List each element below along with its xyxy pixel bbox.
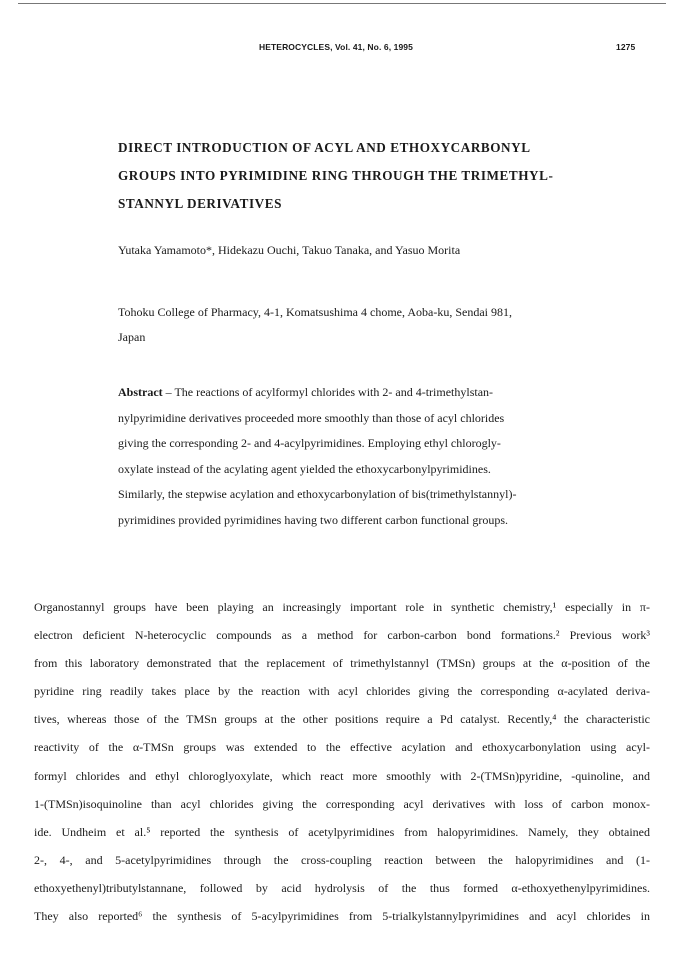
journal-citation: HETEROCYCLES, Vol. 41, No. 6, 1995 <box>259 42 413 52</box>
page-number: 1275 <box>616 42 636 52</box>
body-line: from this laboratory demonstrated that the replacement of trimethylstannyl (TMSn) groups at the α-position of the <box>34 656 650 671</box>
author-list: Yutaka Yamamoto*, Hidekazu Ouchi, Takuo Tanaka, and Yasuo Morita <box>118 243 461 257</box>
abstract-line: nylpyrimidine derivatives proceeded more smoothly than those of acyl chlorides <box>118 410 505 425</box>
body-line: 1-(TMSn)isoquinoline than acyl chlorides giving the corresponding acyl derivatives with loss of carbon monox- <box>34 796 650 811</box>
body-line: ide. Undheim et al.⁵ reported the synthesis of acetylpyrimidines from halopyrimidines. Namely, they obtained <box>34 824 650 839</box>
abstract-line <box>118 380 588 406</box>
title-line: STANNYL DERIVATIVES <box>118 196 282 211</box>
body-line: Organostannyl groups have been playing an increasingly important role in synthetic chemistry,¹ especially in π- <box>34 600 650 614</box>
body-line: They also reported⁶ the synthesis of 5-acylpyrimidines from 5-trialkylstannylpyrimidines and acyl chlorides in <box>34 909 650 924</box>
abstract-line: pyrimidines provided pyrimidines having two different carbon functional groups. <box>118 512 509 527</box>
abstract-label: Abstract <box>118 385 163 399</box>
abstract-line: oxylate instead of the acylating agent yielded the ethoxycarbonylpyrimidines. <box>118 461 491 476</box>
abstract-dash: – <box>162 385 175 399</box>
body-line: pyridine ring readily takes place by the reaction with acyl chlorides giving the corresponding α-acylated deriva- <box>34 684 650 699</box>
title-line: DIRECT INTRODUCTION OF ACYL AND ETHOXYCARBONYL <box>118 140 531 155</box>
title-line: GROUPS INTO PYRIMIDINE RING THROUGH THE TRIMETHYL- <box>118 168 554 183</box>
article-title <box>118 134 588 218</box>
abstract <box>118 380 588 533</box>
body-line: ethoxyethenyl)tributylstannane, followed by acid hydrolysis of the thus formed α-ethoxyethenylpyrimidines. <box>34 880 650 895</box>
affiliation-line: Tohoku College of Pharmacy, 4-1, Komatsushima 4 chome, Aoba-ku, Sendai 981, <box>118 305 512 319</box>
abstract-line: Similarly, the stepwise acylation and ethoxycarbonylation of bis(trimethylstannyl)- <box>118 487 517 501</box>
abstract-line: giving the corresponding 2- and 4-acylpyrimidines. Employing ethyl chlorogly- <box>118 436 501 450</box>
body-line: 2-, 4-, and 5-acetylpyrimidines through the cross-coupling reaction between the halopyrimidines and (1- <box>34 852 650 867</box>
body-line: electron deficient N-heterocyclic compounds as a method for carbon-carbon bond formations.² Previous work³ <box>34 628 650 643</box>
top-rule <box>18 3 666 4</box>
affiliation-line: Japan <box>118 330 146 344</box>
body-line: reactivity of the α-TMSn groups was extended to the effective acylation and ethoxycarbonylation using acyl- <box>34 740 650 755</box>
abstract-text: The reactions of acylformyl chlorides with 2- and 4-trimethylstan- <box>174 385 494 399</box>
body-paragraph <box>34 593 650 930</box>
affiliation <box>118 300 588 350</box>
body-line: formyl chlorides and ethyl chloroglyoxylate, which react more smoothly with 2-(TMSn)pyridine, -quinoline, and <box>34 768 650 783</box>
body-line: tives, whereas those of the TMSn groups at the other positions require a Pd catalyst. Recently,⁴ the characteristic <box>34 712 650 727</box>
running-head <box>0 42 683 56</box>
